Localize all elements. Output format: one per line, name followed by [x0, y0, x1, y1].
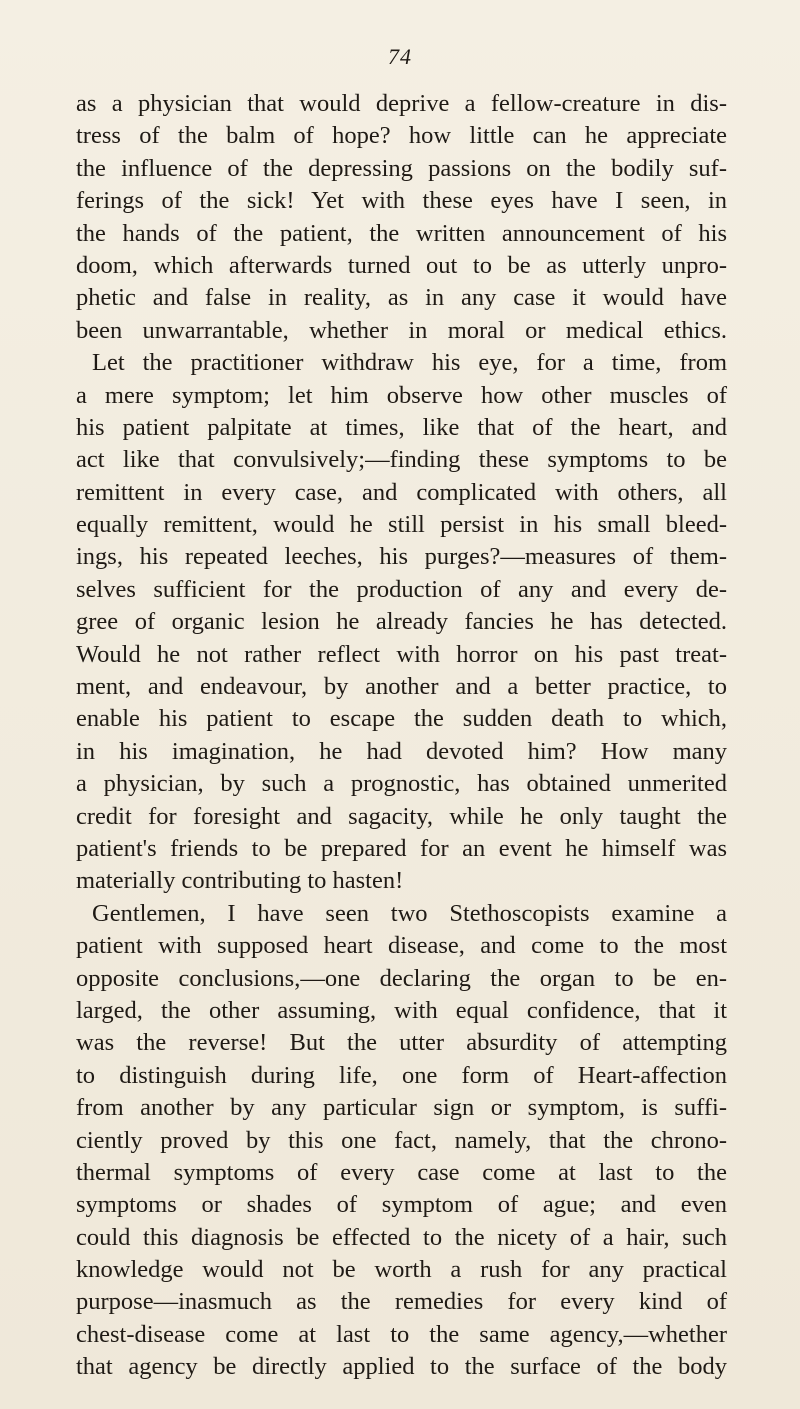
text-line: remittent in every case, and complicated with others, all [76, 478, 727, 506]
text-line: doom, which afterwards turned out to be as utterly unpro- [76, 251, 727, 279]
text-line: ciently proved by this one fact, namely, that the chrono- [76, 1126, 727, 1154]
text-line: could this diagnosis be effected to the nicety of a hair, such [76, 1223, 727, 1251]
text-line: selves sufficient for the production of any and every de- [76, 575, 727, 603]
text-line: Would he not rather reflect with horror on his past treat- [76, 640, 727, 668]
text-line: enable his patient to escape the sudden death to which, [76, 705, 727, 733]
text-line: patient's friends to be prepared for an event he himself was [76, 834, 727, 862]
text-line: larged, the other assuming, with equal confidence, that it [76, 996, 727, 1024]
text-line: that agency be directly applied to the surface of the body [76, 1353, 727, 1381]
text-line: act like that convulsively;—finding these symptoms to be [76, 446, 727, 474]
text-line: the hands of the patient, the written announcement of his [76, 219, 727, 247]
text-line: his patient palpitate at times, like that of the heart, and [76, 413, 727, 441]
text-line: in his imagination, he had devoted him? How many [76, 737, 727, 765]
text-line: a mere symptom; let him observe how other muscles of [76, 381, 727, 409]
text-line: from another by any particular sign or symptom, is suffi- [76, 1094, 727, 1122]
text-line: thermal symptoms of every case come at last to the [76, 1158, 727, 1186]
text-line: to distinguish during life, one form of Heart-affection [76, 1061, 727, 1089]
text-line: been unwarrantable, whether in moral or medical ethics. [76, 316, 727, 344]
text-line: chest-disease come at last to the same agency,—whether [76, 1320, 727, 1348]
text-line: a physician, by such a prognostic, has obtained unmerited [76, 770, 727, 798]
text-line: the influence of the depressing passions on the bodily suf- [76, 154, 727, 182]
text-line: knowledge would not be worth a rush for any practical [76, 1256, 727, 1284]
text-line: ment, and endeavour, by another and a better practice, to [76, 673, 727, 701]
body-text [76, 88, 727, 1384]
text-line: as a physician that would deprive a fellow-creature in dis- [76, 90, 727, 117]
text-line: equally remittent, would he still persist in his small bleed- [76, 511, 727, 539]
text-line: symptoms or shades of symptom of ague; and even [76, 1191, 727, 1219]
text-line: purpose—inasmuch as the remedies for every kind of [76, 1288, 727, 1316]
text-line: was the reverse! But the utter absurdity of attempting [76, 1029, 727, 1057]
text-line: tress of the balm of hope? how little can he appreciate [76, 122, 727, 150]
text-line: Gentlemen, I have seen two Stethoscopists examine a [92, 899, 727, 927]
text-line: patient with supposed heart disease, and come to the most [76, 932, 727, 960]
text-line: gree of organic lesion he already fancies he has detected. [76, 608, 727, 636]
text-line: ferings of the sick! Yet with these eyes have I seen, in [76, 187, 727, 215]
page-number: 74 [388, 44, 412, 69]
text-line: credit for foresight and sagacity, while he only taught the [76, 802, 727, 830]
text-line: ings, his repeated leeches, his purges?—measures of them- [76, 543, 727, 571]
text-line: Let the practitioner withdraw his eye, for a time, from [92, 349, 727, 377]
text-line: opposite conclusions,—one declaring the organ to be en- [76, 964, 727, 992]
text-line: materially contributing to hasten! [76, 867, 404, 895]
text-line: phetic and false in reality, as in any case it would have [76, 284, 727, 312]
